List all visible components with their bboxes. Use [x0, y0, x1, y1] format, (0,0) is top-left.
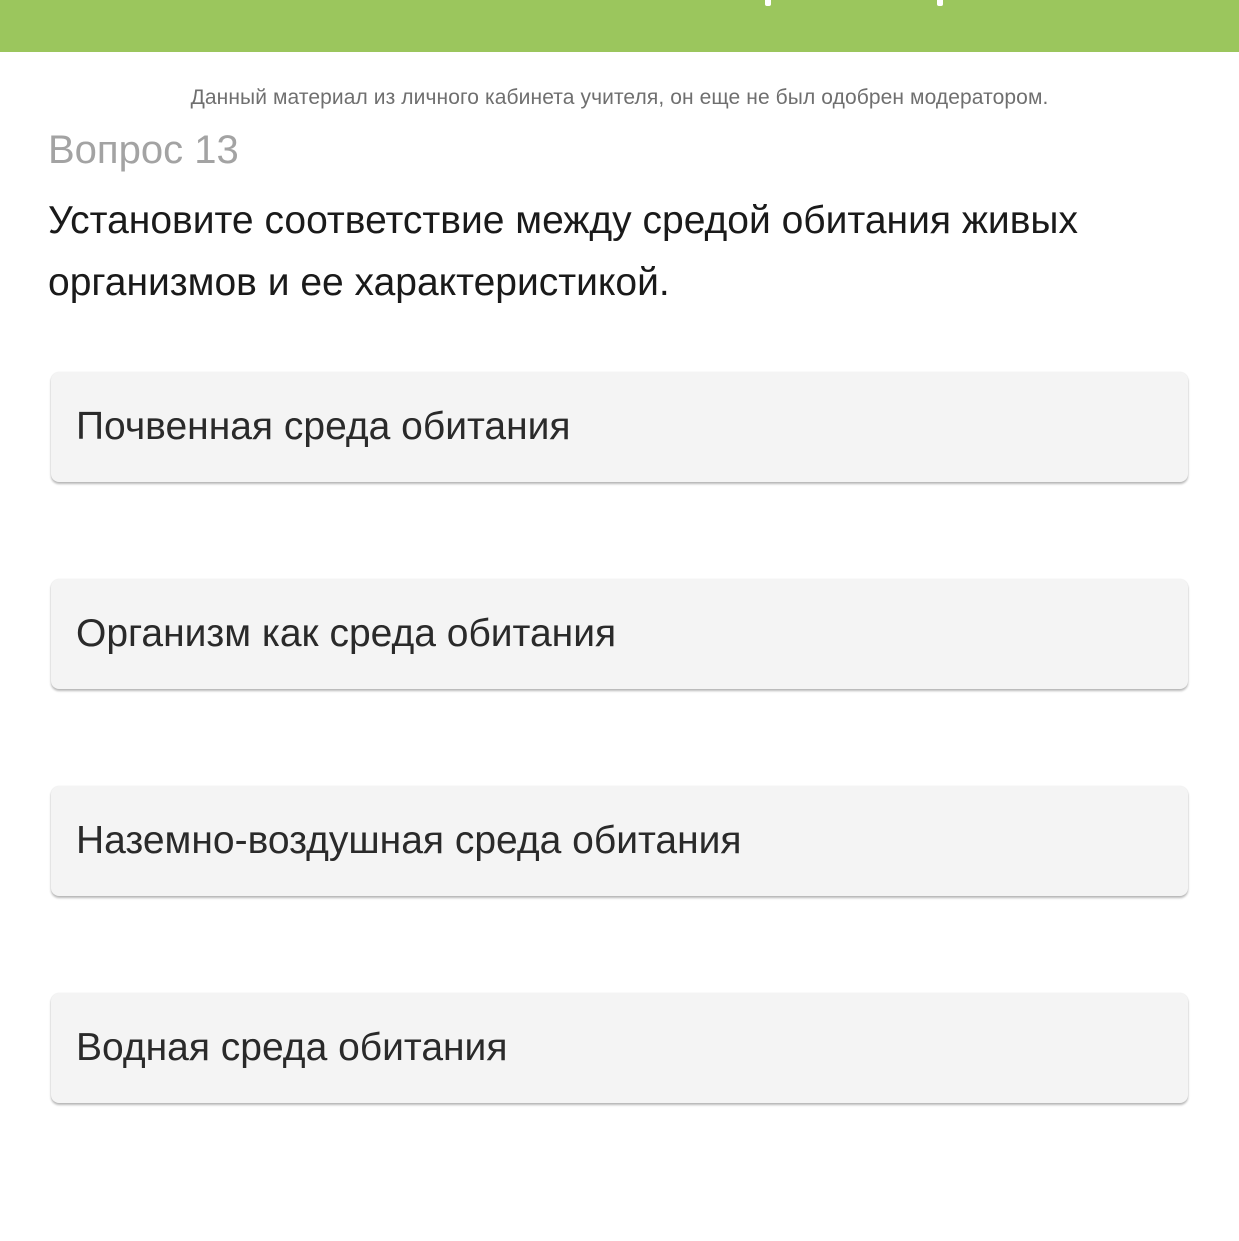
question-number: Вопрос 13: [48, 128, 239, 172]
moderation-notice: Данный материал из личного кабинета учителя, он еще не был одобрен модератором.: [190, 86, 1049, 109]
header-title-fragment: [765, 0, 771, 6]
option-card-water[interactable]: [51, 993, 1188, 1103]
option-card-soil[interactable]: [51, 372, 1188, 482]
option-label: Наземно-воздушная среда обитания: [76, 819, 742, 862]
option-card-ground-air[interactable]: [51, 786, 1188, 896]
option-label: Почвенная среда обитания: [76, 405, 571, 448]
question-text: Установите соответствие между средой обитания живых организмов и ее характеристикой.: [48, 199, 1078, 304]
top-header-bar: [0, 0, 1239, 52]
option-label: Организм как среда обитания: [76, 612, 617, 655]
option-label: Водная среда обитания: [76, 1026, 508, 1069]
option-card-organism[interactable]: [51, 579, 1188, 689]
header-title-fragment: [937, 0, 943, 6]
